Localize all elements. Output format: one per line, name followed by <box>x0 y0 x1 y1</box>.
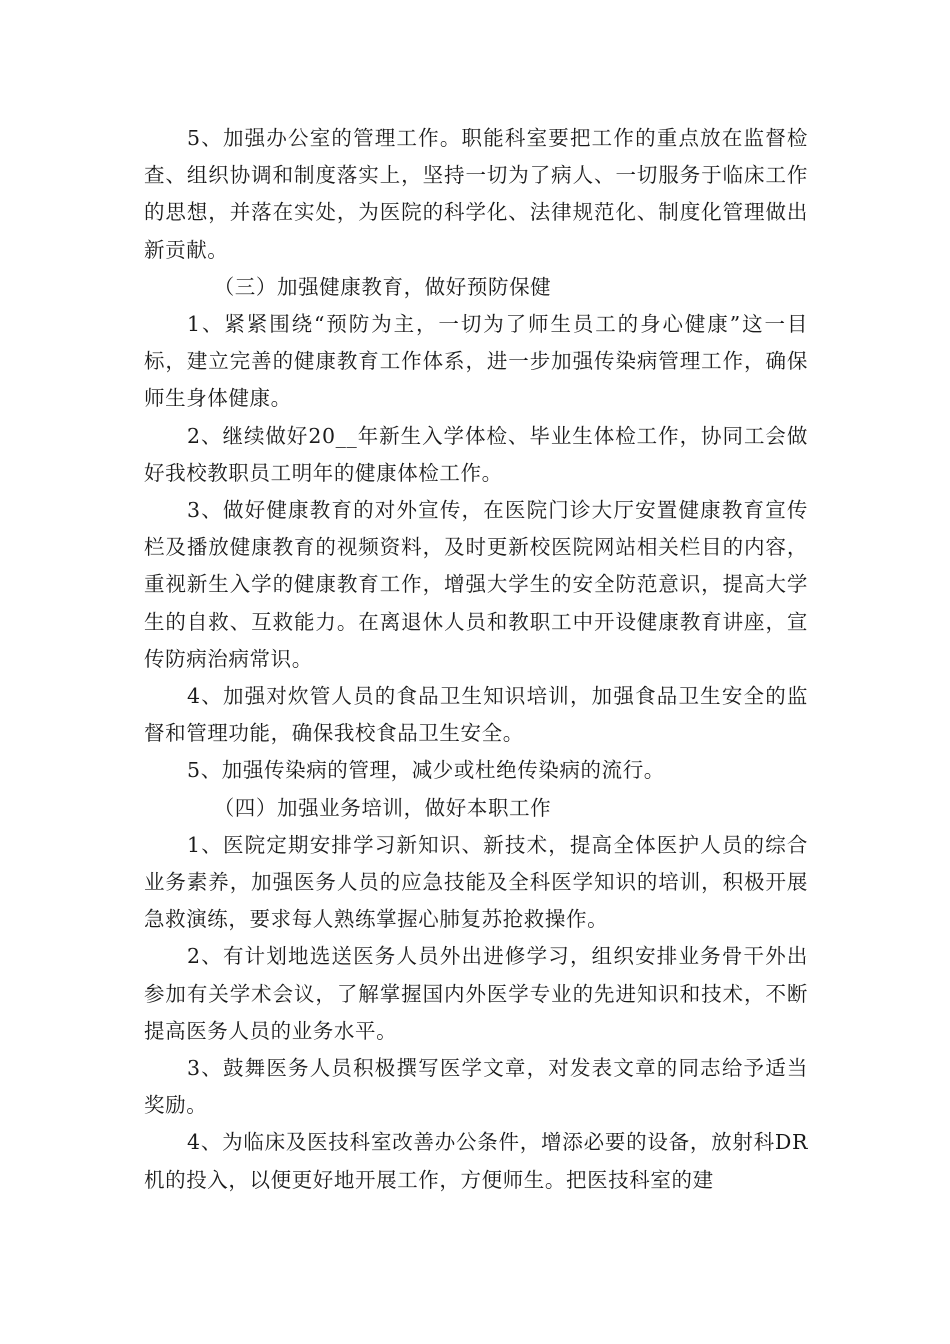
paragraph-regular-learning: 1、医院定期安排学习新知识、新技术，提高全体医护人员的综合业务素养，加强医务人员的应急技能及全科医学知识的培训，积极开展急救演练，要求每人熟练掌握心肺复苏抢救操作。 <box>144 832 808 932</box>
section-heading-business-training: （四）加强业务培训，做好本职工作 <box>213 795 552 820</box>
paragraph-office-management: 5、加强办公室的管理工作。职能科室要把工作的重点放在监督检查、组织协调和制度落实上，坚持一切为了病人、一切服务于临床工作的思想，并落在实处，为医院的科学化、法律规范化、制度化管理做出新贡献。 <box>144 126 808 262</box>
paragraph-physical-exams: 2、继续做好20__年新生入学体检、毕业生体检工作，协同工会做好我校教职员工明年的健康体检工作。 <box>144 423 808 485</box>
paragraph-advanced-study: 2、有计划地选送医务人员外出进修学习，组织安排业务骨干外出参加有关学术会议，了解掌握国内外医学专业的先进知识和技术，不断提高医务人员的业务水平。 <box>144 944 808 1043</box>
paragraph-office-conditions: 4、为临床及医技科室改善办公条件，增添必要的设备，放射科DR机的投入，以便更好地开展工作，方便师生。把医技科室的建 <box>144 1130 808 1192</box>
document-page <box>144 120 808 1199</box>
paragraph-health-publicity: 3、做好健康教育的对外宣传，在医院门诊大厅安置健康教育宣传栏及播放健康教育的视频资料，及时更新校医院网站相关栏目的内容，重视新生入学的健康教育工作，增强大学生的安全防范意识，提高大学生的自救、互救能力。在离退休人员和教职工中开设健康教育讲座，宣传防病治病常识。 <box>144 498 808 671</box>
paragraph-writing-articles: 3、鼓舞医务人员积极撰写医学文章，对发表文章的同志给予适当奖励。 <box>144 1056 808 1118</box>
paragraph-food-hygiene: 4、加强对炊管人员的食品卫生知识培训，加强食品卫生安全的监督和管理功能，确保我校食品卫生安全。 <box>144 684 808 746</box>
paragraph-infectious-disease: 5、加强传染病的管理，减少或杜绝传染病的流行。 <box>187 758 665 783</box>
paragraph-prevention-goal: 1、紧紧围绕“预防为主，一切为了师生员工的身心健康”这一目标，建立完善的健康教育工作体系，进一步加强传染病管理工作，确保师生身体健康。 <box>144 312 808 411</box>
section-heading-health-education: （三）加强健康教育，做好预防保健 <box>213 274 552 299</box>
